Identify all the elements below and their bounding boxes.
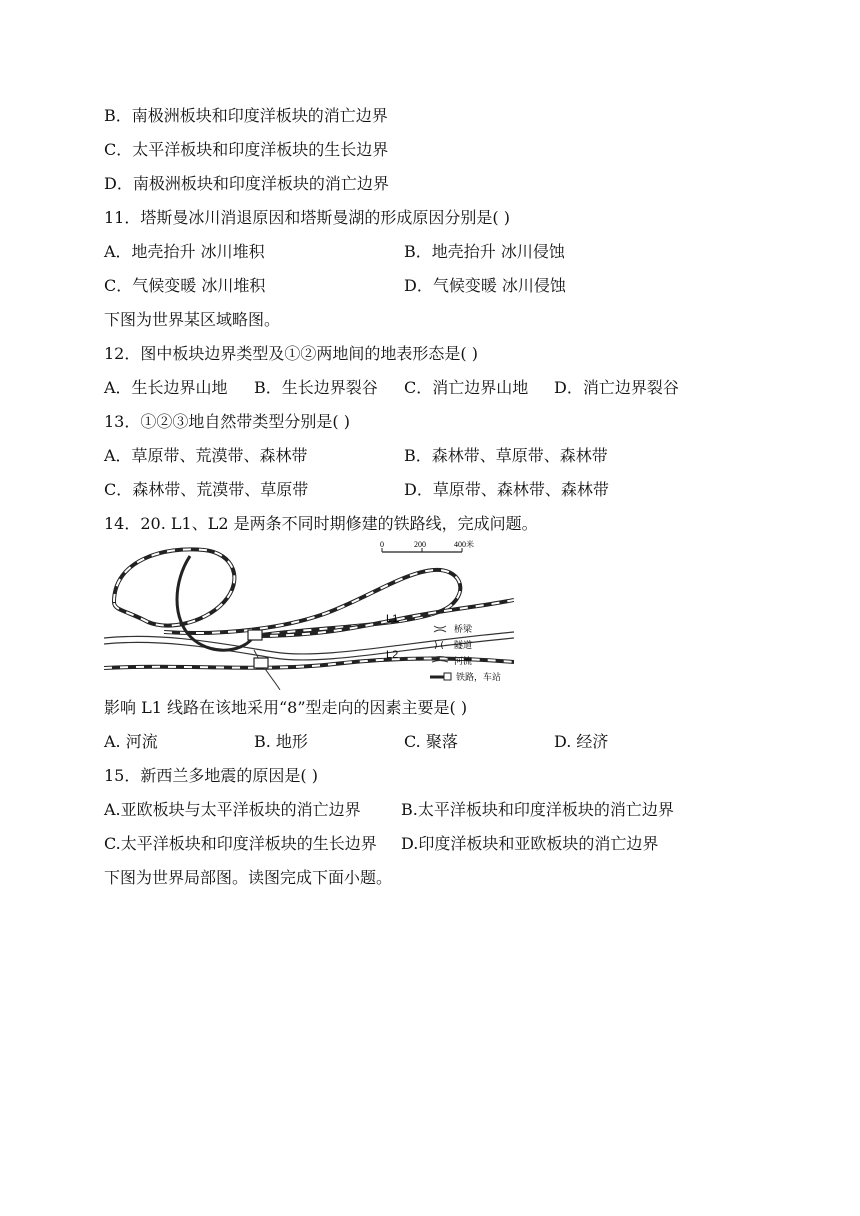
q15-option-a: A.亚欧板块与太平洋板块的消亡边界: [104, 800, 361, 819]
legend-bridge: 桥梁: [454, 625, 473, 635]
q10-option-c: C．太平洋板块和印度洋板块的生长边界: [104, 140, 389, 159]
q11-option-a: A．地壳抬升 冰川堆积: [104, 242, 265, 261]
intro-q12: 下图为世界某区域略图。: [104, 310, 281, 329]
q14-stem: 影响 L1 线路在该地采用“8”型走向的因素主要是( ): [104, 698, 468, 717]
tunnel-icon: ) (: [434, 641, 444, 651]
label-l2: L2: [386, 649, 399, 661]
question-13: 13．①②③地自然带类型分别是( ): [104, 412, 350, 431]
q15-option-d: D.印度洋板块和亚欧板块的消亡边界: [401, 834, 659, 853]
legend-river: 河流: [454, 657, 473, 667]
q14-option-b: B. 地形: [254, 732, 308, 751]
q14-option-d: D. 经济: [554, 732, 609, 751]
station: [248, 630, 262, 640]
q15-option-c: C.太平洋板块和印度洋板块的生长边界: [104, 834, 377, 853]
railway-l1: [164, 570, 460, 636]
q11-option-b: B．地壳抬升 冰川侵蚀: [404, 242, 565, 261]
railway-map: [104, 540, 514, 690]
river: [254, 650, 280, 690]
station-icon: [444, 673, 451, 680]
railway-l1: [164, 570, 460, 636]
question-12: 12．图中板块边界类型及①②两地间的地表形态是( ): [104, 344, 478, 363]
q10-option-b: B．南极洲板块和印度洋板块的消亡边界: [104, 106, 388, 125]
railway-l1: [114, 549, 234, 625]
legend-tunnel: 隧道: [454, 641, 473, 651]
q13-option-d: D．草原带、森林带、森林带: [404, 480, 609, 499]
scale-label-400: 400米: [454, 540, 474, 549]
q13-option-c: C．森林带、荒漠带、草原带: [104, 480, 309, 499]
q12-option-d: D．消亡边界裂谷: [554, 378, 679, 397]
q13-option-a: A．草原带、荒漠带、森林带: [104, 446, 308, 465]
q11-option-d: D．气候变暖 冰川侵蚀: [404, 276, 566, 295]
q14-option-c: C. 聚落: [404, 732, 458, 751]
q14-option-a: A. 河流: [104, 732, 158, 751]
station: [254, 658, 268, 668]
q11-option-c: C．气候变暖 冰川堆积: [104, 276, 266, 295]
q12-option-a: A．生长边界山地: [104, 378, 228, 397]
label-l1: L1: [386, 613, 399, 625]
question-11: 11．塔斯曼冰川消退原因和塔斯曼湖的形成原因分别是( ): [104, 208, 510, 227]
legend-rail: 铁路，车站: [456, 673, 502, 683]
scale-label-200: 200: [414, 540, 426, 549]
bridge-icon: [434, 626, 446, 632]
river: [104, 638, 514, 660]
q15-option-b: B.太平洋板块和印度洋板块的消亡边界: [401, 800, 674, 819]
intro-next: 下图为世界局部图。读图完成下面小题。: [104, 868, 393, 887]
question-15: 15．新西兰多地震的原因是( ): [104, 766, 318, 785]
question-14: 14．20. L1、L2 是两条不同时期修建的铁路线，完成问题。: [104, 514, 538, 533]
q10-option-d: D．南极洲板块和印度洋板块的消亡边界: [104, 174, 389, 193]
railway-l1-loop: [177, 556, 254, 650]
scale-label-0: 0: [380, 540, 384, 549]
q13-option-b: B．森林带、草原带、森林带: [404, 446, 608, 465]
q12-option-b: B．生长边界裂谷: [254, 378, 378, 397]
q12-option-c: C．消亡边界山地: [404, 378, 529, 397]
